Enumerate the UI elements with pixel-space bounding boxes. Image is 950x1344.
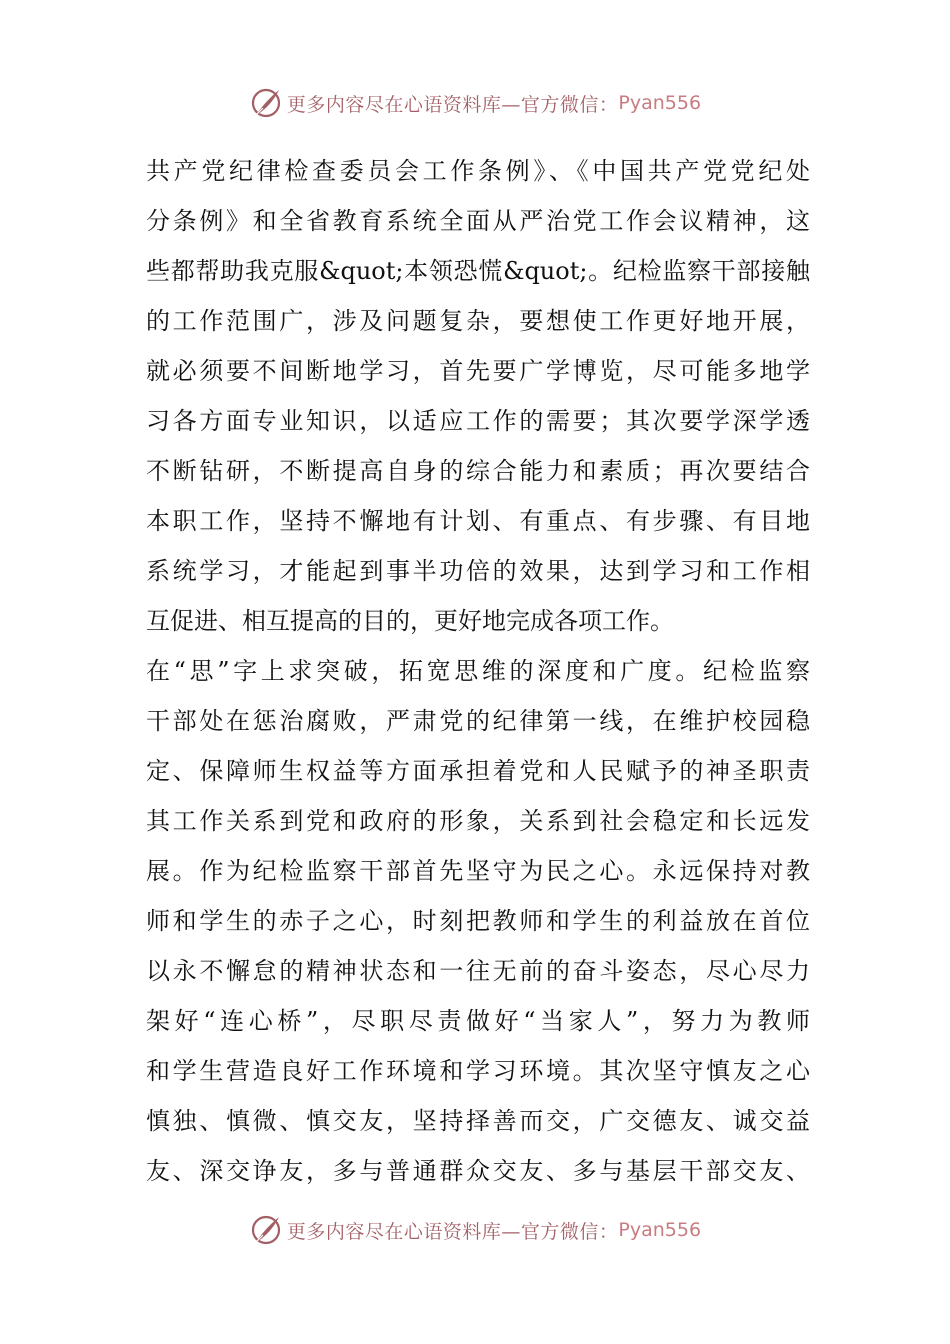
text-line: 系统学习，才能起到事半功倍的效果，达到学习和工作相	[146, 557, 810, 585]
text-line: 不断钻研，不断提高自身的综合能力和素质；再次要结合	[146, 457, 810, 485]
text-line: 些都帮助我克服&quot;本领恐慌&quot;。纪检监察干部接触	[146, 257, 810, 285]
text-line: 的工作范围广，涉及问题复杂，要想使工作更好地开展，	[146, 307, 810, 335]
quill-pen-logo-icon	[249, 86, 283, 120]
footer-banner	[0, 1210, 950, 1250]
text-line: 慎独、慎微、慎交友，坚持择善而交，广交德友、诚交益	[146, 1107, 810, 1135]
banner-wechat-id: Pyan556	[618, 92, 702, 114]
text-line: 以永不懈怠的精神状态和一往无前的奋斗姿态，尽心尽力	[146, 957, 810, 985]
text-line: 架好“连心桥”，尽职尽责做好“当家人”，努力为教师	[146, 1007, 810, 1035]
text-line: 共产党纪律检查委员会工作条例》、《中国共产党党纪处	[146, 157, 810, 185]
banner-text: 更多内容尽在心语资料库—官方微信：	[286, 93, 619, 116]
text-line: 师和学生的赤子之心，时刻把教师和学生的利益放在首位	[146, 907, 810, 935]
text-line: 其工作关系到党和政府的形象，关系到社会稳定和长远发	[146, 807, 810, 835]
text-line: 互促进、相互提高的目的，更好地完成各项工作。	[146, 607, 674, 635]
text-line: 本职工作，坚持不懈地有计划、有重点、有步骤、有目地	[146, 507, 810, 535]
text-line: 定、保障师生权益等方面承担着党和人民赋予的神圣职责	[146, 757, 810, 785]
text-line: 就必须要不间断地学习，首先要广学博览，尽可能多地学	[146, 357, 810, 385]
text-line: 和学生营造良好工作环境和学习环境。其次坚守慎友之心	[146, 1057, 810, 1085]
document-body	[146, 146, 810, 1196]
text-line: 在“思”字上求突破，拓宽思维的深度和广度。纪检监察	[146, 657, 810, 685]
text-line: 分条例》和全省教育系统全面从严治党工作会议精神，这	[146, 207, 810, 235]
text-line: 展。作为纪检监察干部首先坚守为民之心。永远保持对教	[146, 857, 810, 885]
text-line: 友、深交诤友，多与普通群众交友、多与基层干部交友、	[146, 1157, 810, 1185]
text-line: 习各方面专业知识，以适应工作的需要；其次要学深学透	[146, 407, 810, 435]
banner-wechat-id: Pyan556	[618, 1219, 702, 1241]
header-banner	[0, 83, 950, 123]
text-line: 干部处在惩治腐败，严肃党的纪律第一线，在维护校园稳	[146, 707, 810, 735]
quill-pen-logo-icon	[249, 1213, 283, 1247]
banner-text: 更多内容尽在心语资料库—官方微信：	[286, 1220, 619, 1243]
